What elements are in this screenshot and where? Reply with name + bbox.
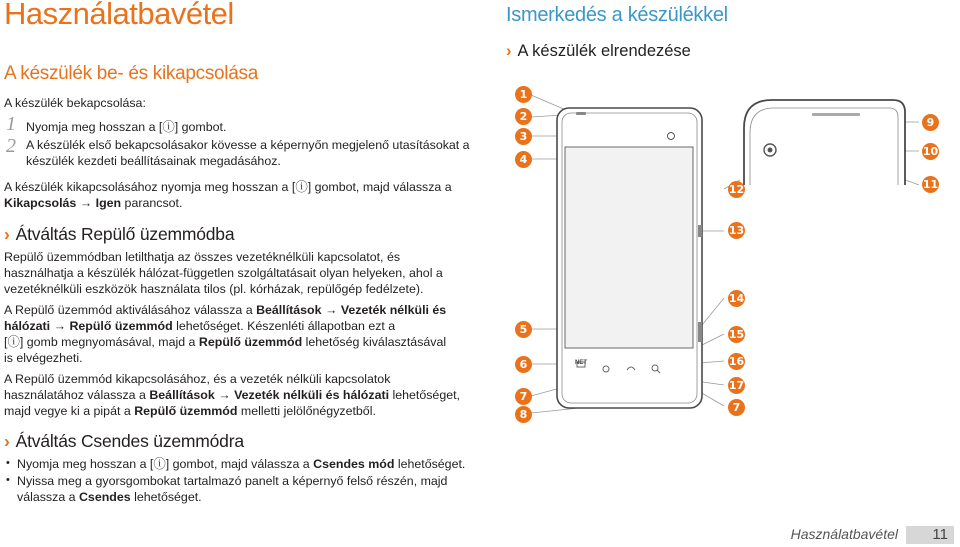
s1-post: lehetőséget. — [394, 457, 466, 471]
callout-6: 6 — [515, 356, 532, 373]
s2-post: lehetőséget. — [130, 490, 202, 504]
section-title: A készülék be- és kikapcsolása — [4, 63, 258, 84]
step-number-2: 2 — [6, 135, 16, 157]
chevron-icon: › — [506, 42, 512, 60]
callout-7b: 7 — [728, 399, 745, 416]
p2-l3-pre: [ⓘ] gomb megnyomásával, majd a — [4, 335, 199, 349]
footer-label: Használatbavétel — [790, 526, 898, 542]
callout-15: 15 — [728, 328, 745, 341]
bullet-icon: • — [6, 474, 10, 486]
callout-13: 13 — [728, 224, 745, 237]
callout-11: 11 — [922, 178, 939, 191]
step-1-text: Nyomja meg hosszan a [ⓘ] gombot. — [26, 120, 227, 134]
menu-igen: Igen — [95, 196, 122, 210]
airplane-para1-line1: Repülő üzemmódban letilthatja az összes vezetéknélküli kapcsolatot, és — [4, 250, 401, 264]
p2-beallitasok: Beállítások — [256, 303, 322, 317]
p2-halozati: hálózati — [4, 319, 51, 333]
p3-pre: használatához válassza a — [4, 388, 150, 402]
p2-vezetek: Vezeték nélküli és — [340, 303, 447, 317]
chevron-icon: › — [4, 431, 10, 451]
callout-16: 16 — [728, 355, 745, 368]
power-off-tail: parancsot. — [121, 196, 183, 210]
callout-1: 1 — [515, 86, 532, 103]
s1-pre: Nyomja meg hosszan a [ⓘ] gombot, majd válassza a — [17, 457, 314, 471]
callout-5: 5 — [515, 321, 532, 338]
airplane-para3-line1: A Repülő üzemmód kikapcsolásához, és a vezeték nélküli kapcsolatok — [4, 372, 391, 386]
s2-pre: válassza a — [17, 490, 79, 504]
callout-14: 14 — [728, 292, 745, 305]
p2-l3-post: lehetőség kiválasztásával — [302, 335, 447, 349]
chevron-icon: › — [4, 224, 10, 244]
step-2-line-1: A készülék első bekapcsolásakor kövesse a képernyőn megjelenő utasításokat a — [26, 138, 470, 152]
p2-mid: lehetőséget. Készenléti állapotban ezt a — [172, 319, 396, 333]
menu-kikapcsolas: Kikapcsolás — [4, 196, 77, 210]
airplane-para1-line2: használhatja a készülék hálózat-független szolgáltatásait olyan helyeken, ahol a — [4, 266, 443, 280]
p3-l3-pre: majd vegye ki a pipát a — [4, 404, 135, 418]
callout-7: 7 — [515, 388, 532, 405]
callout-8: 8 — [515, 406, 532, 423]
callout-9: 9 — [922, 114, 939, 131]
silent-item-2-line1: Nyissa meg a gyorsgombokat tartalmazó panelt a képernyő felső részén, majd — [17, 474, 448, 488]
p2-repulo-2: Repülő üzemmód — [198, 335, 303, 349]
p3-l3-post: melletti jelölőnégyzetből. — [237, 404, 376, 418]
s2-csendes: Csendes — [78, 490, 131, 504]
airplane-heading-text: Átváltás Repülő üzemmódba — [15, 224, 235, 244]
callout-17: 17 — [728, 379, 745, 392]
power-off-line-1: A készülék kikapcsolásához nyomja meg hosszan a [ⓘ] gombot, majd válassza a — [4, 180, 452, 194]
arrow: → — [53, 319, 66, 333]
airplane-para2-line4: is elvégezheti. — [4, 351, 83, 365]
callout-4: 4 — [515, 151, 532, 168]
callout-12: 12 — [728, 183, 745, 196]
callout-3: 3 — [515, 128, 532, 145]
s1-csendes-mod: Csendes mód — [313, 457, 395, 471]
intro-text: A készülék bekapcsolása: — [4, 96, 146, 110]
tablet-top-detail — [744, 100, 905, 185]
silent-heading-text: Átváltás Csendes üzemmódra — [15, 431, 244, 451]
airplane-para1-line3: vezetéknélküli eszközök használata tilos (pl. kórházak, repülőgép fedélzete). — [4, 282, 424, 296]
arrow: → — [324, 303, 338, 317]
step-number-1: 1 — [6, 113, 16, 135]
p3-beallitasok: Beállítások — [149, 388, 215, 402]
p2-pre: A Repülő üzemmód aktiválásához válassza a — [4, 303, 257, 317]
brand-mark: NET — [575, 360, 587, 366]
arrow: → — [79, 196, 93, 210]
callout-2: 2 — [515, 108, 532, 125]
right-title: Ismerkedés a készülékkel — [506, 4, 728, 26]
step-2-line-2: készülék kezdeti beállításainak megadásához. — [26, 154, 281, 168]
page-title: Használatbavétel — [4, 0, 234, 31]
p3-post: lehetőséget, — [389, 388, 460, 402]
page-number: 11 — [906, 526, 954, 544]
callout-10: 10 — [922, 145, 939, 158]
bullet-icon: • — [6, 457, 10, 469]
p3-repulo: Repülő üzemmód — [134, 404, 238, 418]
right-subtitle-text: A készülék elrendezése — [517, 42, 691, 60]
p3-vezetek: Vezeték nélküli és hálózati — [234, 388, 390, 402]
arrow: → — [218, 388, 231, 402]
p2-repulo: Repülő üzemmód — [69, 319, 173, 333]
